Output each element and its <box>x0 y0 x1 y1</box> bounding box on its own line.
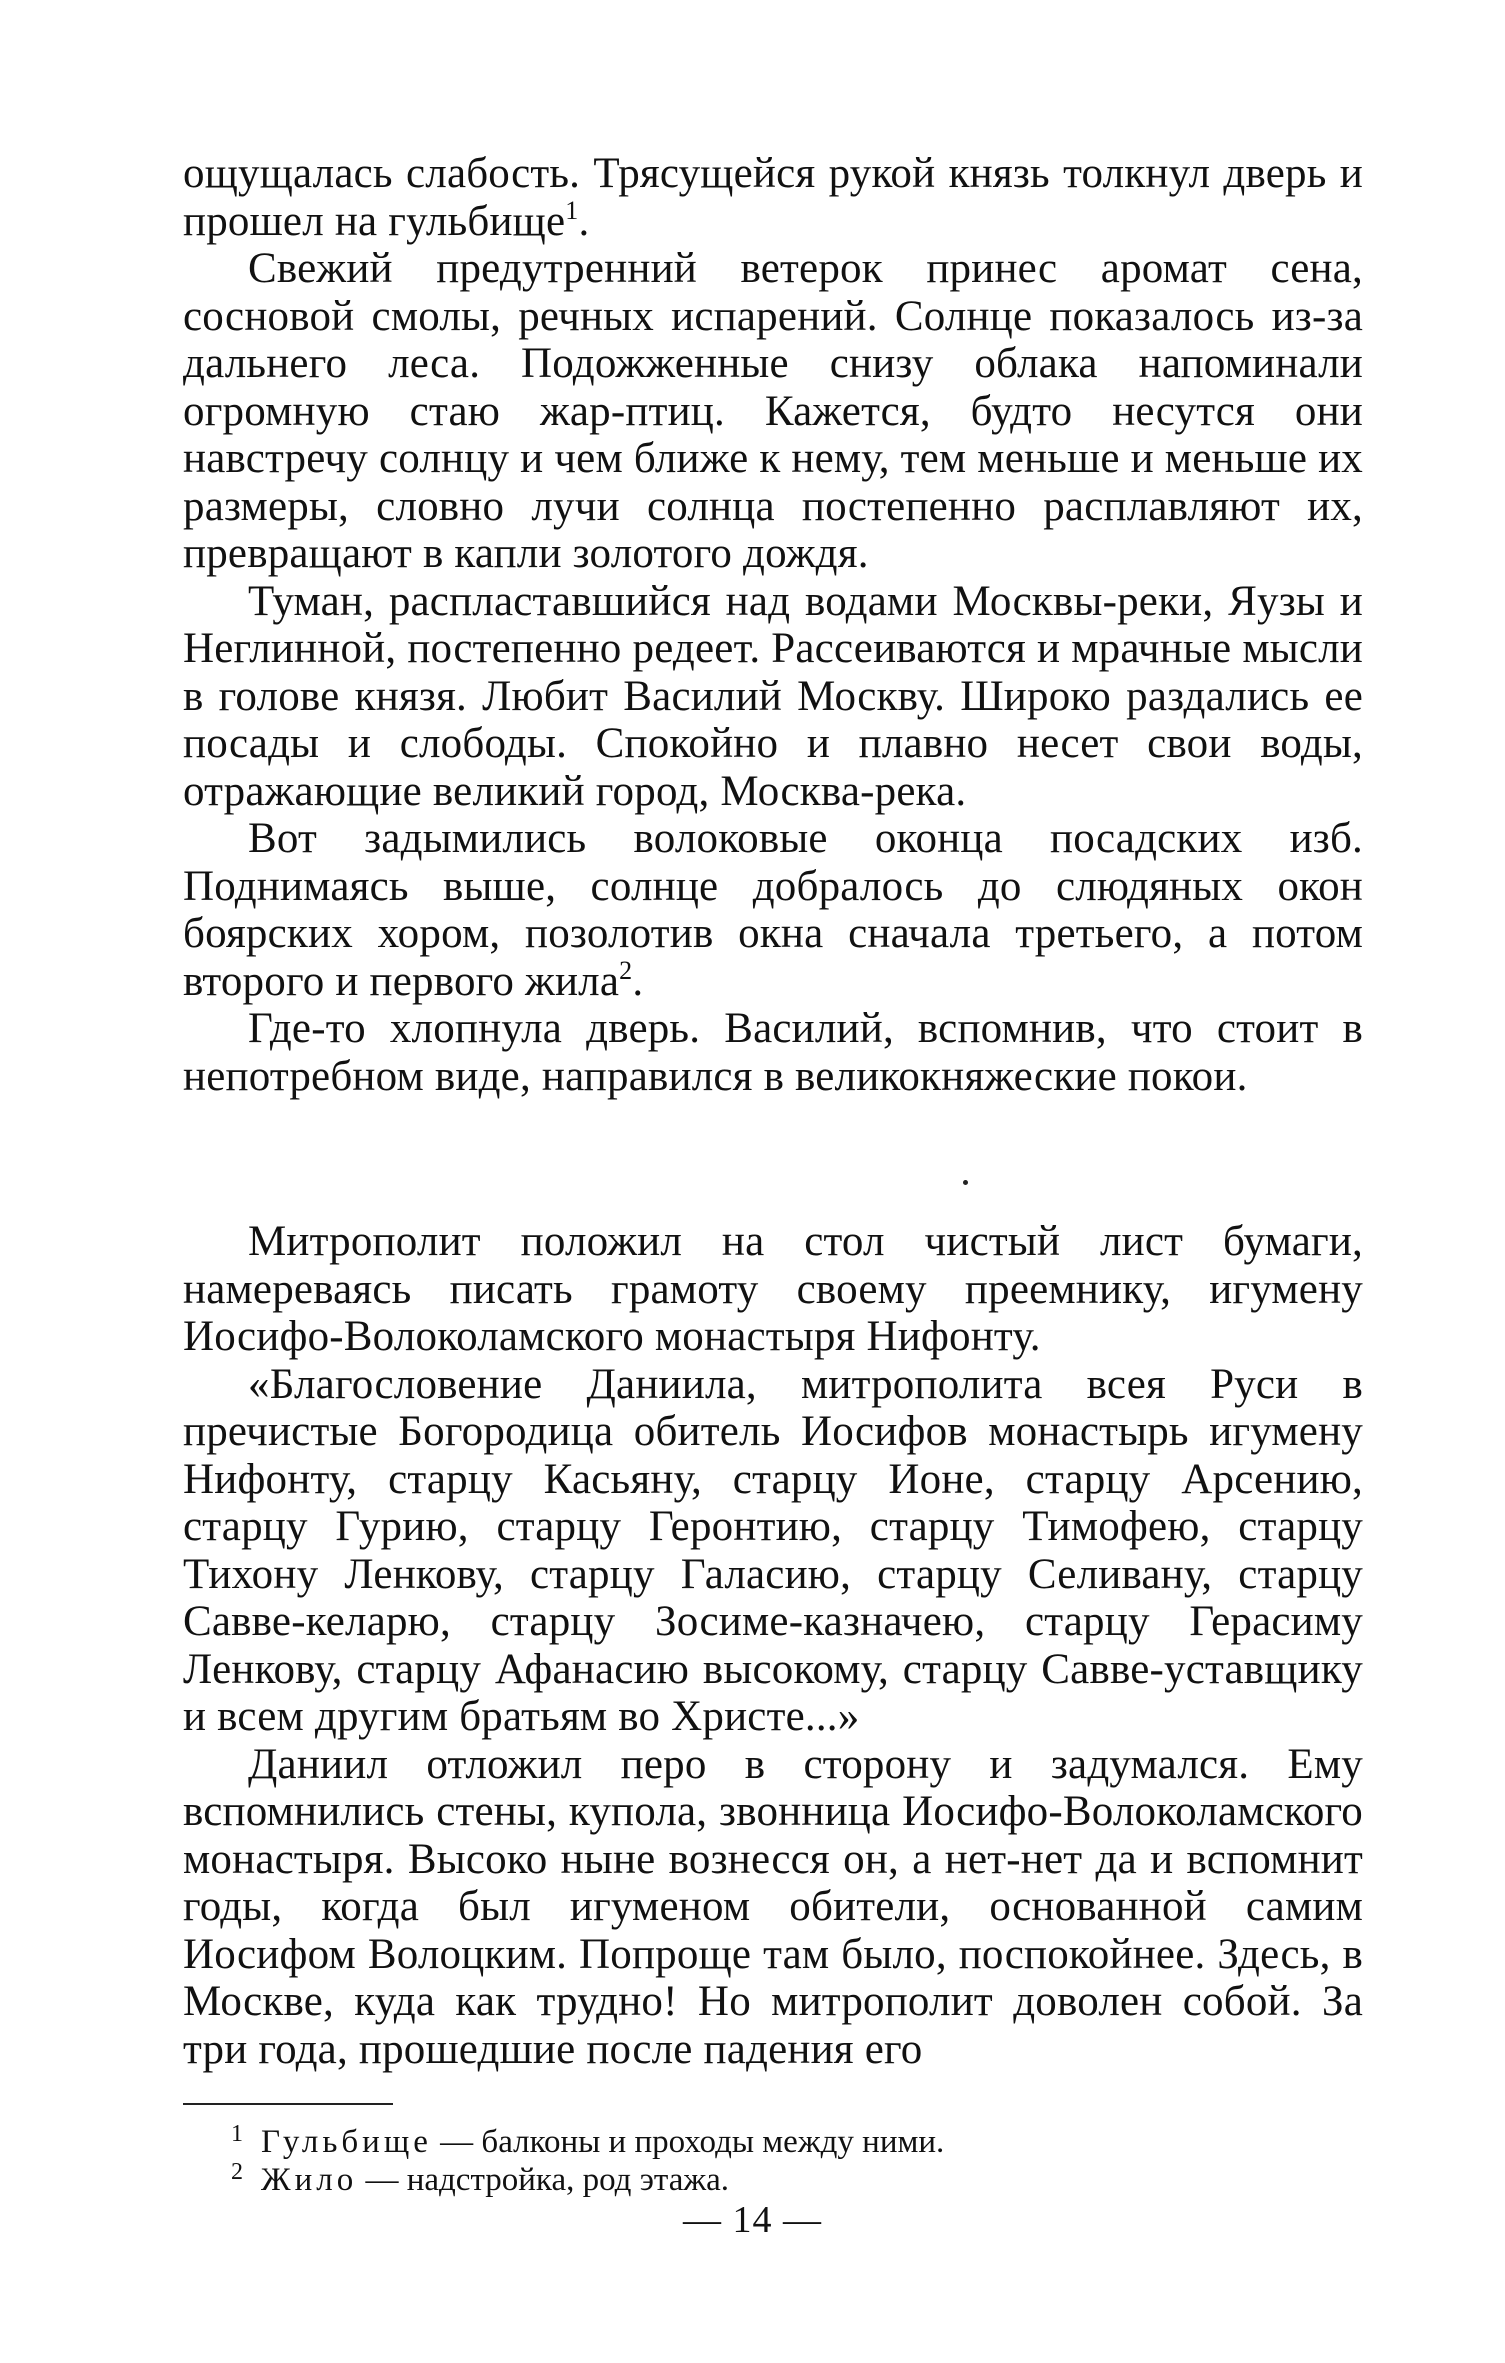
footnote-divider <box>183 2103 393 2105</box>
footnote-ref-2[interactable]: 2 <box>619 955 633 985</box>
paragraph-4: Вот задымились волоковые оконца посадских изб. Поднимаясь выше, солнце добралось до слюдяных окон боярских хором, позолотив окна сначала третьего, а потом второго и первого жила$^2$. <box>183 815 1363 1005</box>
footnote-2 <box>183 2161 1363 2199</box>
footnote-definition: — надстройка, род этажа. <box>357 2162 730 2198</box>
paragraph-1: ощущалась слабость. Трясущейся рукой князь толкнул дверь и прошел на гульбище$^1$. <box>183 150 1363 245</box>
footnote-mark: 1 <box>231 2121 243 2147</box>
page-body <box>183 150 1363 2199</box>
page-number: — 14 — <box>683 2199 822 2241</box>
footnote-1 <box>183 2123 1363 2161</box>
paragraph-3: Туман, распластавшийся над водами Москвы-реки, Яузы и Неглинной, постепенно редеет. Рассеиваются и мрачные мысли в голове князя. Любит Василий Москву. Широко раздались ее посады и слободы. Спокойно и плавно несет свои воды, отражающие великий город, Москва-река. <box>183 577 1363 815</box>
footnotes <box>183 2123 1363 2199</box>
paragraph-7: «Благословение Даниила, митрополита всея Руси в пречистые Богородица обитель Иосифов монастырь игумену Нифонту, старцу Касьяну, старцу Ионе, старцу Арсению, старцу Гурию, старцу Геронтию, старцу Тимофею, старцу Тихону Ленкову, старцу Галасию, старцу Селивану, старцу Савве-келарю, старцу Зосиме-казначею, старцу Герасиму Ленкову, старцу Афанасию высокому, старцу Савве-уставщику и всем другим братьям во Христе...» <box>183 1360 1363 1740</box>
footnote-term: Гульбище <box>261 2124 432 2160</box>
paragraph-2: Свежий предутренний ветерок принес аромат сена, сосновой смолы, речных испарений. Солнце показалось из-за дальнего леса. Подожженные снизу облака напоминали огромную стаю жар-птиц. Кажется, будто несутся они навстречу солнцу и чем ближе к нему, тем меньше и меньше их размеры, словно лучи солнца постепенно расплавляют их, превращают в капли золотого дождя. <box>183 245 1363 577</box>
footnote-term: Жило <box>261 2162 358 2198</box>
paragraph-5: Где-то хлопнула дверь. Василий, вспомнив, что стоит в непотребном виде, направился в великокняжеские покои. <box>183 1005 1363 1100</box>
section-break <box>183 1100 1363 1218</box>
footnote-mark: 2 <box>231 2159 243 2185</box>
footnote-ref-1[interactable]: 1 <box>565 195 579 225</box>
section-break-mark <box>963 1180 968 1185</box>
paragraph-6: Митрополит положил на стол чистый лист бумаги, намереваясь писать грамоту своему преемнику, игумену Иосифо-Волоколамского монастыря Нифонту. <box>183 1218 1363 1360</box>
footnote-definition: — балконы и проходы между ними. <box>431 2124 945 2160</box>
paragraph-8: Даниил отложил перо в сторону и задумался. Ему вспомнились стены, купола, звонница Иосифо-Волоколамского монастыря. Высоко ныне вознесся он, а нет-нет да и вспомнит годы, когда был игуменом обители, основанной самим Иосифом Волоцким. Попроще там было, поспокойнее. Здесь, в Москве, куда как трудно! Но митрополит доволен собой. За три года, прошедшие после падения его <box>183 1740 1363 2073</box>
